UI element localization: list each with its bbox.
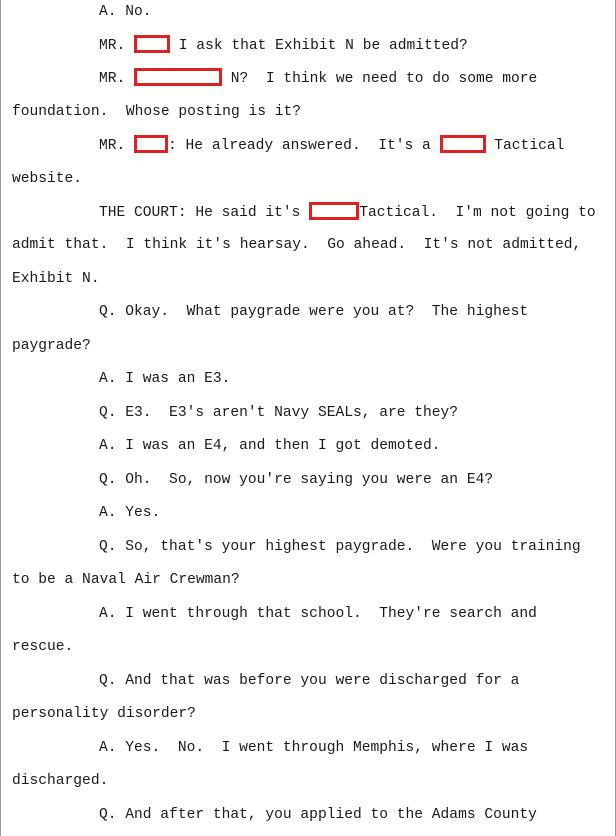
transcript-line [12,336,91,356]
line-text: MR. [99,138,135,154]
transcript-line [12,269,100,289]
line-text: Tactical. I'm not going to [359,205,596,221]
transcript-line [99,470,493,490]
line-text: personality disorder? [12,706,196,722]
transcript-line [12,637,73,657]
transcript-line [99,302,528,322]
transcript-line [99,135,564,155]
line-text: foundation. Whose posting is it? [12,104,302,120]
line-text: Q. E3. E3's aren't Navy SEALs, are they? [99,405,459,421]
line-text: paygrade? [12,338,91,354]
redaction-box [134,35,170,53]
line-text: website. [12,171,83,187]
transcript-line [12,771,108,791]
line-text: A. I went through that school. They're search and [99,606,537,622]
transcript-line [99,671,519,691]
line-text: rescue. [12,639,74,655]
transcript-line [99,35,468,55]
line-text: A. I was an E3. [99,371,231,387]
line-text: Exhibit N. [12,271,100,287]
line-text: Q. And after that, you applied to the Adams County [99,807,537,823]
line-text: MR. [99,71,135,87]
transcript-line [99,604,537,624]
line-text: to be a Naval Air Crewman? [12,572,240,588]
line-text: Q. Okay. What paygrade were you at? The highest [99,304,529,320]
line-text: A. Yes. No. I went through Memphis, where I was [99,740,529,756]
line-text: THE COURT: He said it's [99,205,310,221]
line-text: discharged. [12,773,109,789]
transcript-line [99,369,230,389]
transcript-line [12,235,581,255]
line-text: A. No. [99,4,152,20]
redaction-box [134,135,168,153]
line-text: Tactical [485,138,565,154]
transcript-line [99,202,596,222]
transcript-line [99,805,537,825]
redaction-box [440,135,486,153]
line-text: Q. And that was before you were discharged for a [99,673,520,689]
redaction-box [134,68,222,86]
transcript-line [12,102,301,122]
transcript-line [99,537,581,557]
transcript-line [99,738,528,758]
line-text: MR. [99,38,135,54]
transcript-line [99,403,458,423]
transcript-line [99,503,160,523]
redaction-box [309,202,359,220]
transcript-line [99,2,152,22]
transcript-line [12,704,196,724]
transcript-line [12,570,240,590]
line-text: : He already answered. It's a [168,138,440,154]
line-text: N? I think we need to do some more [222,71,538,87]
transcript-line [99,68,537,88]
line-text: Q. So, that's your highest paygrade. Were you training [99,539,581,555]
transcript-line [12,169,82,189]
line-text: A. Yes. [99,505,161,521]
line-text: admit that. I think it's hearsay. Go ahead. It's not admitted, [12,237,582,253]
line-text: I ask that Exhibit N be admitted? [170,38,468,54]
line-text: A. I was an E4, and then I got demoted. [99,438,441,454]
transcript-line [99,436,441,456]
line-text: Q. Oh. So, now you're saying you were an E4? [99,472,494,488]
